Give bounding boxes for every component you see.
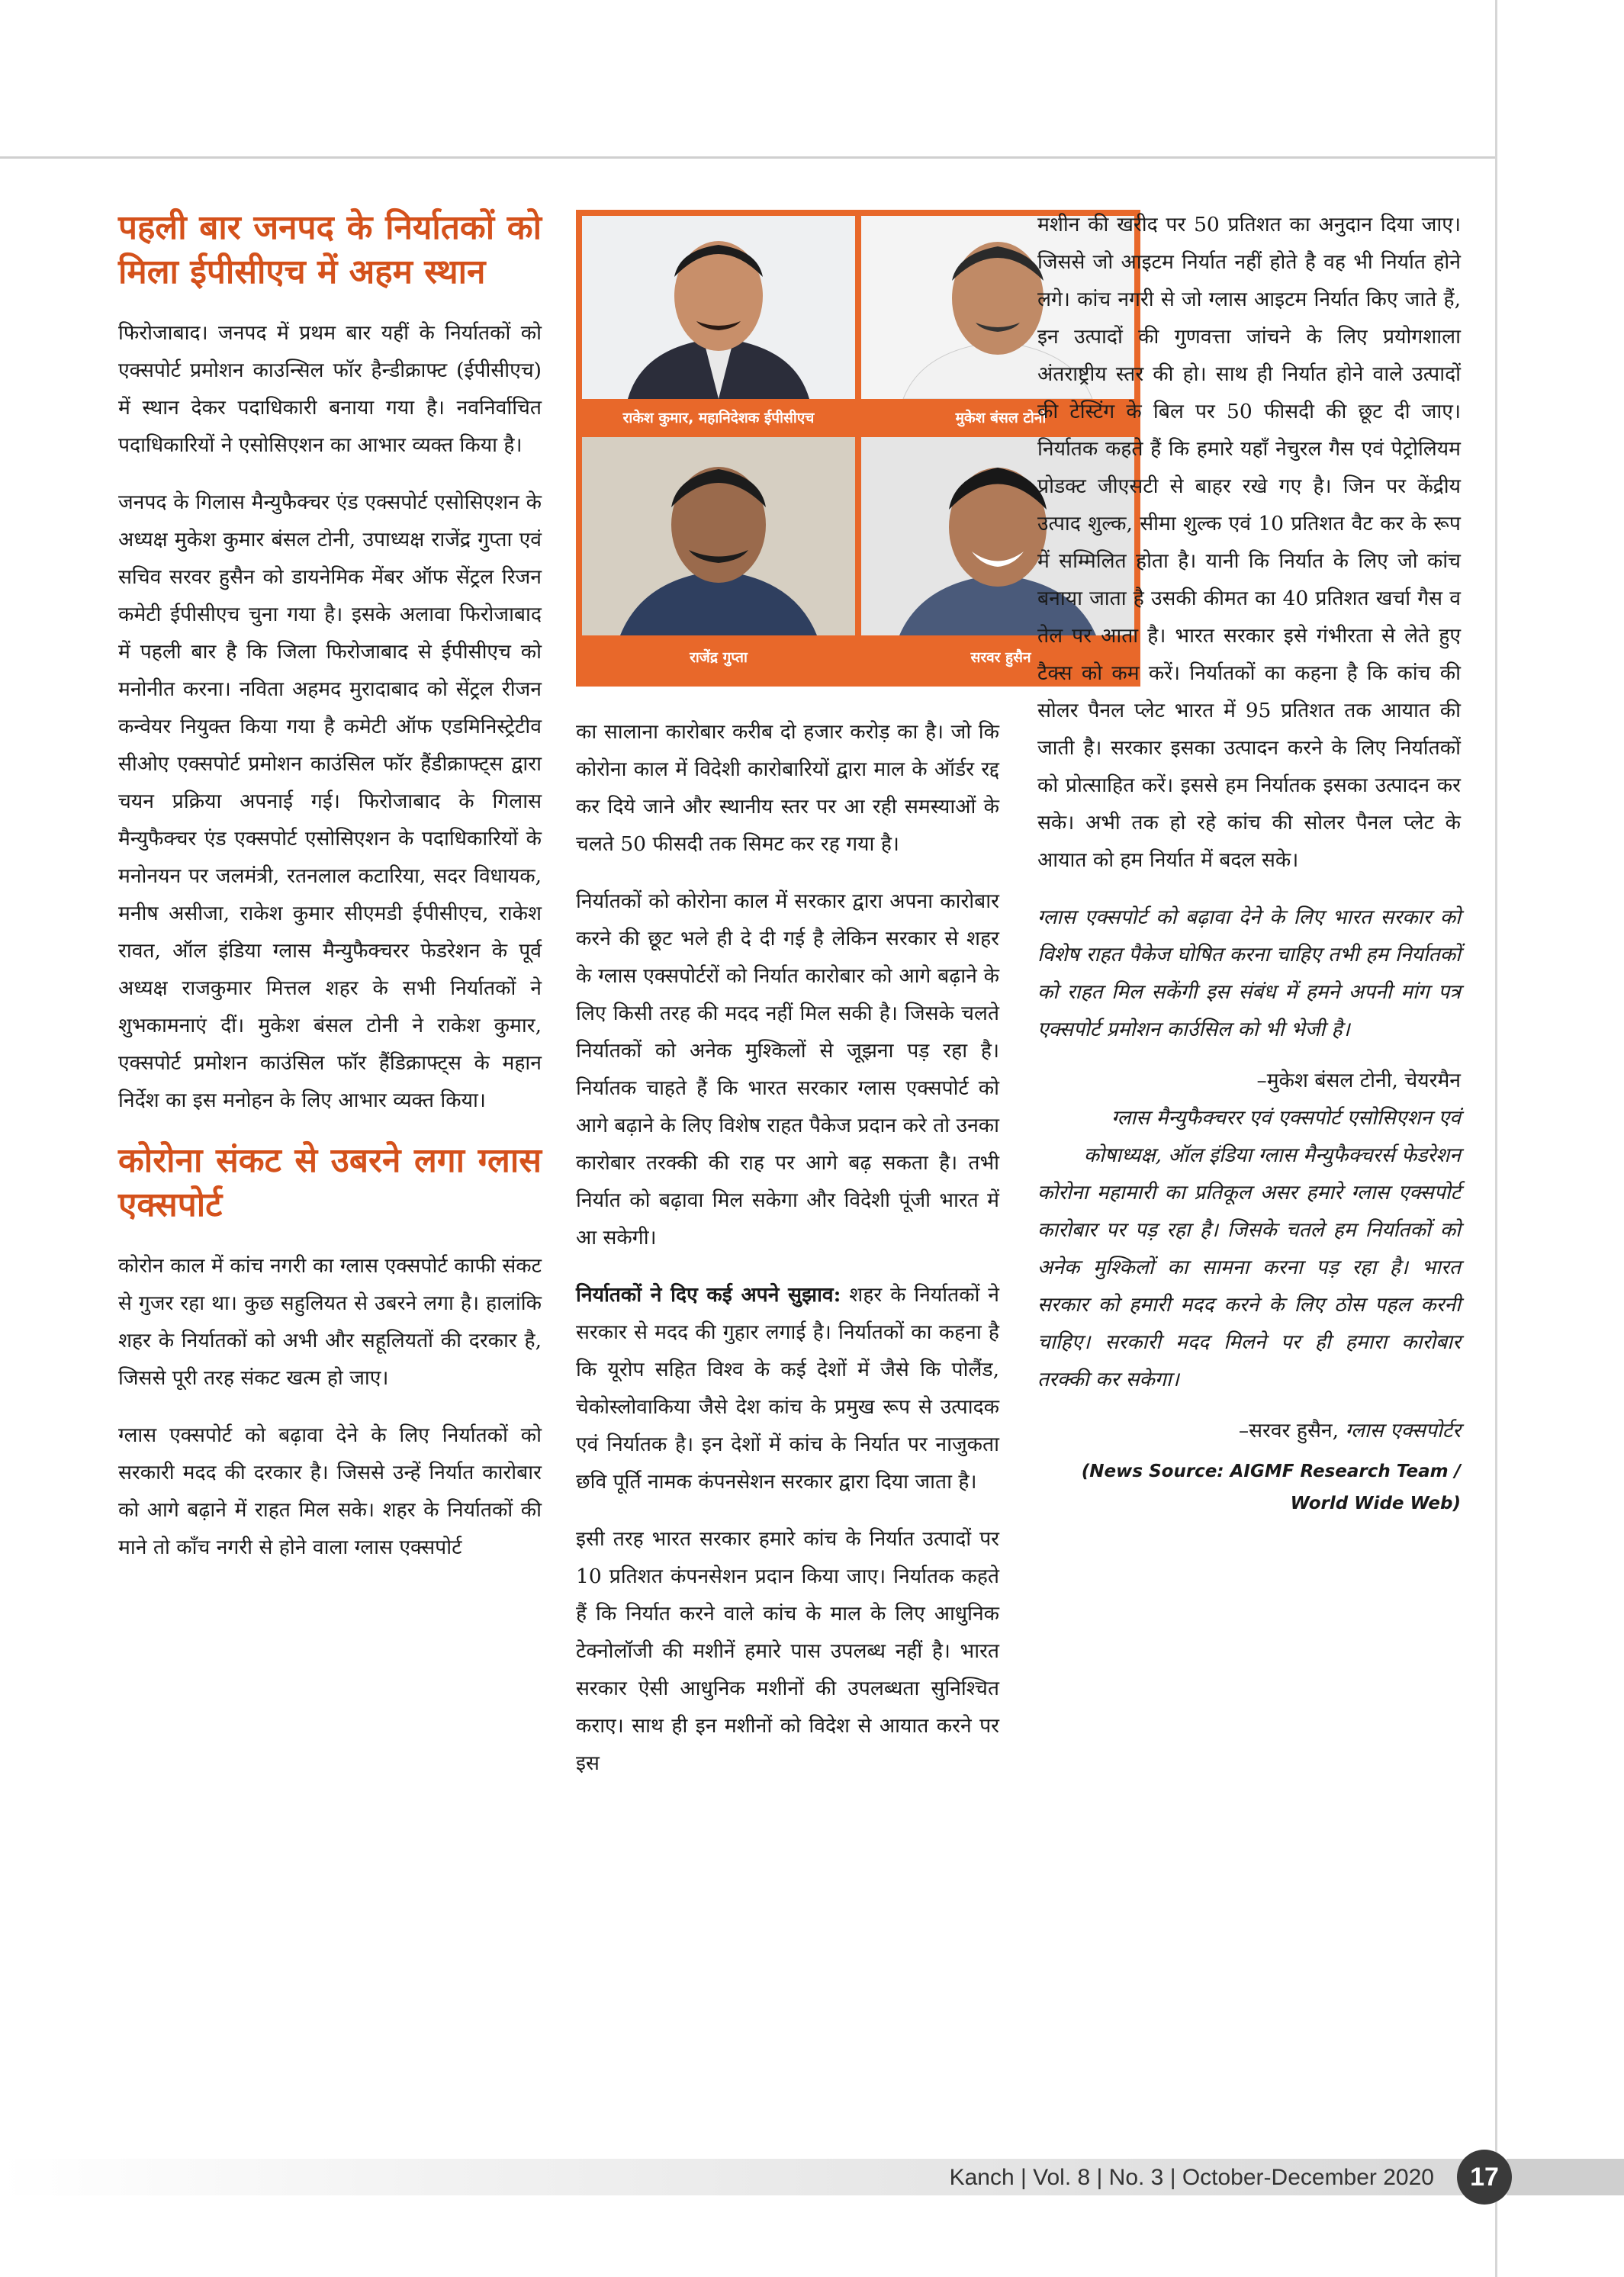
photo-rajendra-gupta — [582, 437, 855, 635]
photo-caption: राकेश कुमार, महानिदेशक ईपीसीएच — [622, 410, 815, 426]
footer-tail — [1507, 2159, 1624, 2195]
photo-caption: राजेंद्र गुप्ता — [690, 649, 748, 666]
footer-publication-info: Kanch | Vol. 8 | No. 3 | October-December 2020 — [949, 2165, 1434, 2190]
column-1 — [118, 206, 542, 1586]
paragraph: इसी तरह भारत सरकार हमारे कांच के निर्यात उत्पादों पर 10 प्रतिशत कंपनसेशन प्रदान किया जाए। निर्यातक कहते हैं कि निर्यात करने वाले कांच के माल के लिए आधुनिक टेक्नोलॉजी की मशीनें हमारे पास उपलब्ध नहीं है। भारत सरकार ऐसी आधुनिक मशीनों की उपलब्धता सुनिश्चित कराए। साथ ही इन मशीनों को विदेश से आयात करने पर इस — [576, 1527, 999, 1775]
paragraph: ग्लास एक्सपोर्ट को बढ़ावा देने के लिए निर्यातकों को सरकारी मदद की दरकार है। जिससे उन्हें निर्यात कारोबार को आगे बढ़ाने में राहत मिल सके। शहर के निर्यातकों की माने तो काँच नगरी से होने वाला ग्लास एक्सपोर्ट — [118, 1423, 542, 1559]
paragraph: निर्यातकों को कोरोना काल में सरकार द्वारा अपना कारोबार करने की छूट भले ही दे दी गई है लेकिन सरकार से शहर के ग्लास एक्सपोर्टरों को निर्यात कारोबार को आगे बढ़ाने के लिए किसी तरह की मदद नहीं मिल सकी है। जिसके चलते निर्यातकों को अनेक मुश्किलों से जूझना पड़ रहा है। निर्यातक चाहते हैं कि भारत सरकार ग्लास एक्सपोर्ट को आगे बढ़ाने के लिए विशेष राहत पैकेज प्रदान करे तो उनका कारोबार तरक्की की राह पर आगे बढ़ सकता है। तभी निर्यात को बढ़ावा मिल सकेगा और विदेशी पूंजी भारत में आ सकेगी। — [576, 889, 999, 1249]
photo-caption: मुकेश बंसल टोनी — [955, 410, 1047, 426]
paragraph — [576, 1276, 999, 1500]
column-2 — [576, 713, 999, 1802]
quote-sarvar: कोरोना महामारी का प्रतिकूल असर हमारे ग्लास एक्सपोर्ट कारोबार पर पड़ रहा है। जिसके चतले हम निर्यातकों को अनेक मुश्किलों का सामना करना पड़ रहा है। भारत सरकार को हमारी मदद करने के लिए ठोस पहल करनी चाहिए। सरकारी मदद मिलने पर ही हमारा कारोबार तरक्की कर सकेगा। — [1037, 1181, 1461, 1391]
attribution-role: ग्लास एक्सपोर्टर — [1345, 1419, 1461, 1442]
top-rule — [0, 156, 1495, 159]
paragraph: कोरोन काल में कांच नगरी का ग्लास एक्सपोर्ट काफी संकट से गुजर रहा था। कुछ सहुलियत से उबरने लगा है। हालांकि शहर के निर्यातकों को अभी और सहूलियतों की दरकार है, जिससे पूरी तरह संकट खत्म हो जाए। — [118, 1254, 542, 1390]
subheading-suggestions: निर्यातकों ने दिए कई अपने सुझाव: — [576, 1283, 841, 1307]
quote-mukesh: ग्लास एक्सपोर्ट को बढ़ावा देने के लिए भारत सरकार को विशेष राहत पैकेज घोषित करना चाहिए तभी हम निर्यातकों को राहत मिल सकेंगी इस संबंध में हमने अपनी मांग पत्र एक्सपोर्ट प्रमोशन कार्उसिल को भी भेजी है। — [1037, 905, 1461, 1041]
article-heading-1: पहली बार जनपद के निर्यातकों को मिला ईपीसीएच में अहम स्थान — [118, 208, 542, 291]
attribution-name: –सरवर हुसैन, — [1238, 1419, 1346, 1442]
paragraph: फिरोजाबाद। जनपद में प्रथम बार यहीं के निर्यातकों को एक्सपोर्ट प्रमोशन काउन्सिल फॉर हैन्डीक्राफ्ट (ईपीसीएच) में स्थान देकर पदाधिकारी बनाया गया है। नवनिर्वाचित पदाधिकारियों ने एसोसिएशन का आभार व्यक्त किया है। — [118, 321, 542, 457]
paragraph-body: शहर के निर्यातकों ने सरकार से मदद की गुहार लगाई है। निर्यातकों का कहना है कि यूरोप सहित विश्व के कई देशों में जैसे कि पोलैंड, चेकोस्लोवाकिया जैसे देश कांच के प्रमुख रूप से उत्पादक एवं निर्यातक है। इन देशों में कांच के निर्यात पर नाजुकता छवि पूर्ति नामक कंपनसेशन सरकार द्वारा दिया जाता है। — [576, 1283, 999, 1494]
photo-rakesh-kumar — [582, 216, 855, 399]
column-3 — [1037, 206, 1461, 1520]
news-source: (News Source: AIGMF Research Team / World Wide Web) — [1081, 1462, 1461, 1513]
page-number-badge: 17 — [1457, 2150, 1512, 2205]
quote-attribution-name: –मुकेश बंसल टोनी, चेयरमैन — [1256, 1069, 1461, 1092]
margin-rule — [1495, 0, 1497, 2277]
paragraph: का सालाना कारोबार करीब दो हजार करोड़ का है। जो कि कोरोना काल में विदेशी कारोबारियों द्वारा माल के ऑर्डर रद्द कर दिये जाने और स्थानीय स्तर पर आ रही समस्याओं के चलते 50 फीसदी तक सिमट कर रह गया है। — [576, 720, 999, 856]
quote-attribution — [1037, 1412, 1461, 1449]
photo-caption: सरवर हुसैन — [970, 649, 1031, 666]
paragraph: मशीन की खरीद पर 50 प्रतिशत का अनुदान दिया जाए। जिससे जो आइटम निर्यात नहीं होते है वह भी निर्यात होने लगे। कांच नगरी से जो ग्लास आइटम निर्यात किए जाते हैं, इन उत्पादों की गुणवत्ता जांचने के लिए प्रयोगशाला अंतराष्ट्रीय स्तर की हो। साथ ही निर्यात होने वाले उत्पादों की टेस्टिंग के बिल पर 50 फीसदी की छूट दी जाए। निर्यातक कहते हैं कि हमारे यहाँ नेचुरल गैस एवं पेट्रोलियम प्रोडक्ट जीएसटी से बाहर रखे गए है। जिन पर केंद्रीय उत्पाद शुल्क, सीमा शुल्क एवं 10 प्रतिशत वैट कर के रूप में सम्मिलित होता है। यानी कि निर्यात के लिए जो कांच बनाया जाता है उसकी कीमत का 40 प्रतिशत खर्चा गैस व तेल पर आता है। भारत सरकार इसे गंभीरता से लेते हुए टैक्स को कम करें। निर्यातकों का कहना है कि कांच की सोलर पैनल प्लेट भारत में 95 प्रतिशत तक आयात की जाती है। सरकार इसका उत्पादन करने के लिए निर्यातकों को प्रोत्साहित करें। इससे हम निर्यातक इसका उत्पादन कर सके। अभी तक हो रहे कांच की सोलर पैनल प्लेट के आयात को हम निर्यात में बदल सके। — [1037, 213, 1461, 872]
article-heading-2: कोरोना संकट से उबरने लगा ग्लास एक्सपोर्ट — [118, 1141, 542, 1224]
paragraph: जनपद के गिलास मैन्युफैक्चर एंड एक्सपोर्ट एसोसिएशन के अध्यक्ष मुकेश कुमार बंसल टोनी, उपाध्यक्ष राजेंद्र गुप्ता एवं सचिव सरवर हुसैन को डायनेमिक मेंबर ऑफ सेंट्रल रिजन कमेटी ईपीसीएच चुना गया है। इसके अलावा फिरोजाबाद में पहली बार है कि जिला फिरोजाबाद से ईपीसीएच को मनोनीत करना। नविता अहमद मुरादाबाद को सेंट्रल रीजन कन्वेयर नियुक्त किया गया है कमेटी ऑफ एडमिनिस्ट्रेटीव सीओए एक्सपोर्ट प्रमोशन काउंसिल फॉर हैंडीक्राफ्ट्स द्वारा चयन प्रक्रिया अपनाई गई। फिरोजाबाद के गिलास मैन्युफैक्चर एंड एक्सपोर्ट एसोसिएशन के पदाधिकारियों के मनोनयन पर जलमंत्री, रतनलाल कटारिया, सदर विधायक, मनीष असीजा, राकेश कुमार सीएमडी ईपीसीएच, राकेश रावत, ऑल इंडिया ग्लास मैन्युफैक्चरर फेडरेशन के पूर्व अध्यक्ष राजकुमार मित्तल शहर के सभी निर्यातकों ने शुभकामनाएं दीं। मुकेश बंसल टोनी ने राकेश कुमार, एक्सपोर्ट प्रमोशन काउंसिल फॉर हैंडिक्राफ्ट्स के महान निर्देश का इस मनोहन के लिए आभार व्यक्त किया। — [118, 490, 542, 1112]
quote-attribution-org: ग्लास मैन्युफैक्चरर एवं एक्सपोर्ट एसोसिएशन एवं कोषाध्यक्ष, ऑल इंडिया ग्लास मैन्युफैक्चरर्स फेडरेशन — [1083, 1106, 1461, 1167]
